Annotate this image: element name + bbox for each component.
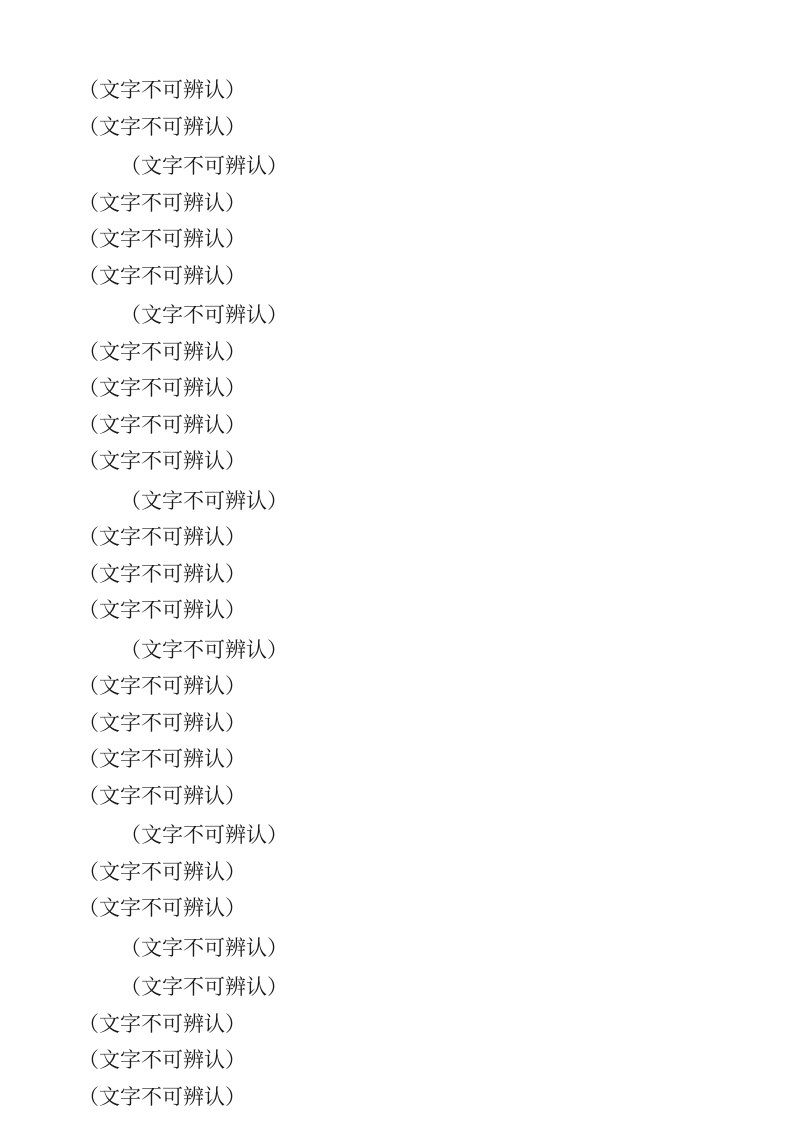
text-line: （文字不可辨认） (78, 1011, 246, 1036)
text-line: （文字不可辨认） (78, 1084, 246, 1109)
text-line: （文字不可辨认） (78, 190, 246, 215)
text-line: （文字不可辨认） (120, 303, 288, 327)
text-line: （文字不可辨认） (78, 859, 246, 884)
text-line: （文字不可辨认） (120, 823, 288, 847)
text-line: （文字不可辨认） (78, 1048, 246, 1072)
text-line: （文字不可辨认） (78, 674, 246, 698)
text-line: （文字不可辨认） (120, 154, 288, 178)
text-line: （文字不可辨认） (78, 747, 246, 771)
text-line: （文字不可辨认） (78, 412, 246, 437)
text-line: （文字不可辨认） (120, 637, 288, 662)
text-line: （文字不可辨认） (78, 598, 246, 622)
text-line: （文字不可辨认） (78, 783, 246, 808)
text-line: （文字不可辨认） (78, 114, 246, 139)
text-line: （文字不可辨认） (120, 975, 288, 999)
text-line: （文字不可辨认） (78, 449, 246, 473)
text-line: （文字不可辨认） (120, 488, 288, 513)
text-line: （文字不可辨认） (120, 935, 288, 960)
text-line: （文字不可辨认） (78, 263, 246, 288)
text-line: （文字不可辨认） (78, 376, 246, 400)
text-line: （文字不可辨认） (78, 339, 246, 364)
text-line: （文字不可辨认） (78, 78, 246, 102)
text-line: （文字不可辨认） (78, 710, 246, 735)
text-line: （文字不可辨认） (78, 525, 246, 549)
text-line: （文字不可辨认） (78, 227, 246, 251)
text-line: （文字不可辨认） (78, 561, 246, 586)
text-line: （文字不可辨认） (78, 896, 246, 920)
document-page (78, 72, 718, 1115)
